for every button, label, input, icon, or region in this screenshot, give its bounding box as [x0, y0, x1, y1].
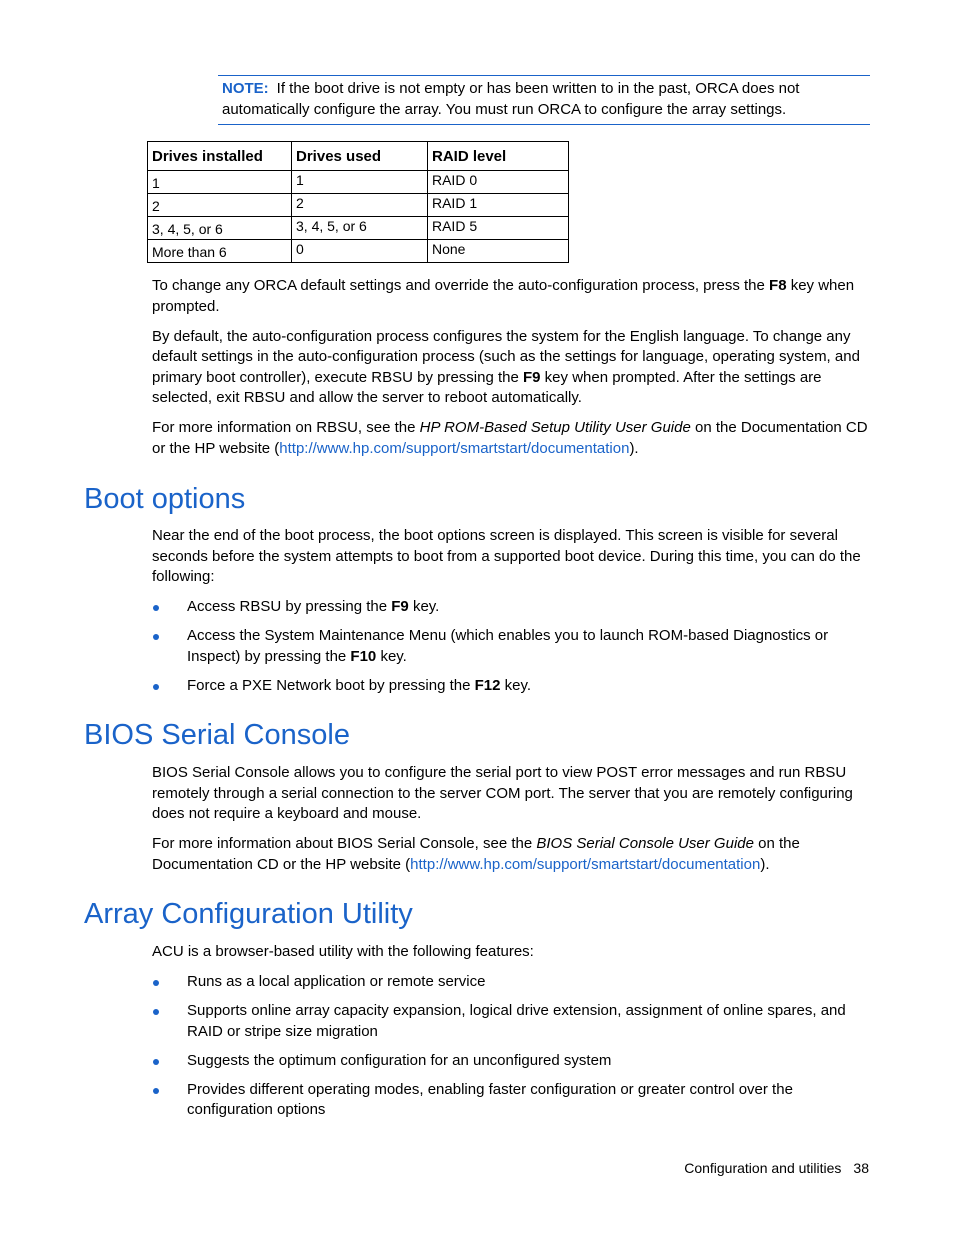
list-item: [152, 972, 870, 993]
note-text: If the boot drive is not empty or has been written to in the past, ORCA does not automatically configure the array. You must run ORCA to configure the array settings.: [222, 80, 800, 118]
heading-boot-options: Boot options: [84, 483, 246, 515]
feature-text: Provides different operating modes, enabling faster configuration or greater control over the configuration options: [187, 1080, 793, 1118]
table-cell: 3, 4, 5, or 6: [148, 217, 292, 240]
table-row: [148, 194, 569, 217]
list-item: [152, 676, 870, 697]
text: on the Documentation CD or the HP website (: [152, 835, 800, 873]
orca-paragraph-f9: [152, 327, 870, 409]
acu-intro: ACU is a browser-based utility with the following features:: [152, 943, 534, 960]
text: For more information about BIOS Serial Console, see the: [152, 835, 537, 852]
feature-text: Supports online array capacity expansion, logical drive extension, assignment of online spares, and RAID or stripe size migration: [187, 1002, 846, 1040]
feature-text: Runs as a local application or remote service: [187, 973, 486, 990]
bullet-icon: [153, 980, 159, 986]
text: ).: [760, 855, 770, 873]
table-cell: 1: [148, 171, 292, 194]
page-number: 38: [853, 1160, 869, 1176]
orca-paragraph-rbsu-info: [152, 418, 870, 459]
column-header: Drives installed: [148, 142, 292, 171]
documentation-link[interactable]: http://www.hp.com/support/smartstart/documentation: [279, 439, 630, 457]
key-f9: F9: [523, 368, 541, 386]
bios-serial-description: BIOS Serial Console allows you to configure the serial port to view POST error messages and run RBSU remotely through a serial connection to the server COM port. The server that you are remotely configuring does not require a keyboard and mouse.: [152, 764, 853, 822]
text: Force a PXE Network boot by pressing the: [187, 676, 475, 694]
column-header: Drives used: [292, 142, 428, 171]
column-header: RAID level: [427, 142, 568, 171]
text: Access the System Maintenance Menu (which enables you to launch ROM-based Diagnostics or Inspect) by pressing the: [187, 627, 829, 665]
text: key.: [500, 676, 532, 694]
table-cell: 2: [148, 194, 292, 217]
documentation-link[interactable]: http://www.hp.com/support/smartstart/documentation: [410, 855, 761, 873]
boot-options-list: [152, 597, 870, 696]
table-row: [148, 217, 569, 240]
key-f12: F12: [474, 676, 501, 694]
bullet-icon: [153, 634, 159, 640]
text: To change any ORCA default settings and override the auto-configuration process, press the: [152, 277, 770, 294]
bullet-icon: [153, 1088, 159, 1094]
raid-table: [147, 141, 569, 263]
text: ).: [629, 439, 639, 457]
table-cell: More than 6: [148, 240, 292, 263]
bullet-icon: [153, 1059, 159, 1065]
heading-array-configuration-utility: Array Configuration Utility: [84, 898, 413, 930]
key-f8: F8: [769, 277, 787, 294]
table-header-row: [148, 142, 569, 171]
text: on the Documentation CD or the HP website (: [152, 419, 868, 457]
text: key when prompted.: [152, 277, 855, 315]
acu-feature-list: [152, 972, 870, 1121]
acu-section: [152, 942, 870, 1129]
text: Access RBSU by pressing the: [187, 598, 392, 615]
footer-section-title: Configuration and utilities: [684, 1160, 842, 1176]
table-cell: 2: [292, 194, 428, 217]
table-cell: RAID 1: [427, 194, 568, 217]
boot-options-intro: Near the end of the boot process, the boot options screen is displayed. This screen is visible for several seconds before the system attempts to boot from a supported boot device. During this time, you can do the following:: [152, 527, 861, 585]
table-cell: RAID 5: [427, 217, 568, 240]
table-cell: 1: [292, 171, 428, 194]
heading-bios-serial-console: BIOS Serial Console: [84, 719, 350, 751]
text: key.: [408, 598, 440, 615]
table-cell: 3, 4, 5, or 6: [292, 217, 428, 240]
bios-guide-title: BIOS Serial Console User Guide: [536, 835, 754, 852]
list-item: [152, 1001, 870, 1042]
bullet-icon: [153, 605, 159, 611]
orca-section: [152, 276, 870, 469]
list-item: [152, 626, 870, 667]
bullet-icon: [153, 684, 159, 690]
key-f10: F10: [350, 647, 377, 665]
table-cell: None: [427, 240, 568, 263]
table-row: [148, 240, 569, 263]
key-f9: F9: [391, 598, 409, 615]
feature-text: Suggests the optimum configuration for an unconfigured system: [187, 1051, 612, 1069]
list-item: [152, 1051, 870, 1072]
bios-serial-section: [152, 763, 870, 885]
text: key.: [376, 647, 407, 665]
boot-options-section: [152, 526, 870, 705]
rbsu-guide-title: HP ROM-Based Setup Utility User Guide: [419, 419, 691, 436]
bullet-icon: [153, 1009, 159, 1015]
page-footer: [684, 1158, 869, 1179]
note-label: NOTE:: [222, 80, 269, 97]
table-row: [148, 171, 569, 194]
note-box: [218, 75, 870, 125]
table-cell: 0: [292, 240, 428, 263]
orca-paragraph-f8: [152, 276, 870, 317]
text: By default, the auto-configuration process configures the system for the English language. To change any default settings in the auto-configuration process (such as the settings for language, operating system, and primary boot controller), execute RBSU by pressing the: [152, 327, 860, 386]
list-item: [152, 597, 870, 618]
table-cell: RAID 0: [427, 171, 568, 194]
text: For more information on RBSU, see the: [152, 419, 420, 436]
list-item: [152, 1080, 870, 1121]
bios-serial-more-info: [152, 834, 870, 875]
text: key when prompted. After the settings are selected, exit RBSU and allow the server to reboot automatically.: [152, 368, 822, 406]
